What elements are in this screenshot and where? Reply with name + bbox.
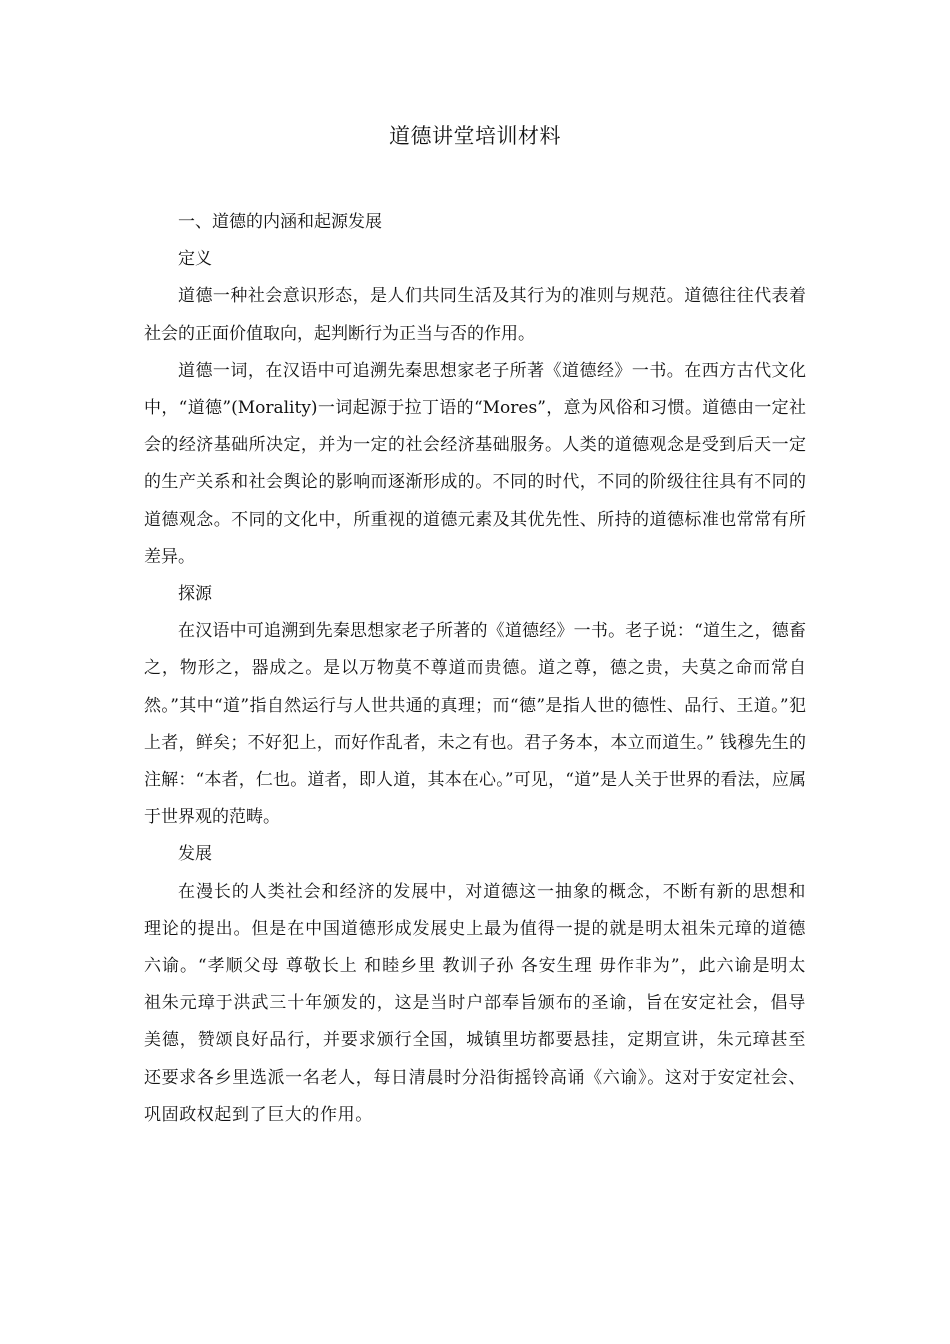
document-body — [144, 204, 806, 1134]
section-heading: 一、道德的内涵和起源发展 — [178, 212, 382, 232]
definition-paragraph-2: 道德一词，在汉语中可追溯先秦思想家老子所著《道德经》一书。在西方古代文化中，“道德”(Morality)一词起源于拉丁语的“Mores”，意为风俗和习惯。道德由一定社会的经济基础所决定，并为一定的社会经济基础服务。人类的道德观念是受到后天一定的生产关系和社会舆论的影响而逐渐形成的。不同的时代，不同的阶级往往具有不同的道德观念。不同的文化中，所重视的道德元素及其优先性、所持的道德标准也常常有所差异。 — [144, 360, 806, 567]
development-paragraph: 在漫长的人类社会和经济的发展中，对道德这一抽象的概念，不断有新的思想和理论的提出。但是在中国道德形成发展史上最为值得一提的就是明太祖朱元璋的道德六谕。“孝顺父母 尊敬长上 和睦乡里 教训子孙 各安生理 毋作非为”，此六谕是明太祖朱元璋于洪武三十年颁发的，这是当时户部奉旨颁布的圣谕，旨在安定社会，倡导美德，赞颂良好品行，并要求颁行全国，城镇里坊都要悬挂，定期宣讲，朱元璋甚至还要求各乡里选派一名老人，每日清晨时分沿街摇铃高诵《六谕》。这对于安定社会、巩固政权起到了巨大的作用。 — [144, 881, 806, 1125]
origin-paragraph: 在汉语中可追溯到先秦思想家老子所著的《道德经》一书。老子说：“道生之，德畜之，物形之，器成之。是以万物莫不尊道而贵德。道之尊，德之贵，夫莫之命而常自然。”其中“道”指自然运行与人世共通的真理；而“德”是指人世的德性、品行、王道。”犯上者，鲜矣；不好犯上，而好作乱者，未之有也。君子务本，本立而道生。” 钱穆先生的注解：“本者，仁也。道者，即人道，其本在心。”可见，“道”是人关于世界的看法，应属于世界观的范畴。 — [144, 621, 806, 828]
definition-paragraph-1: 道德一种社会意识形态，是人们共同生活及其行为的准则与规范。道德往往代表着社会的正面价值取向，起判断行为正当与否的作用。 — [144, 286, 806, 344]
definition-heading: 定义 — [178, 249, 212, 270]
origin-heading: 探源 — [178, 584, 212, 605]
development-heading: 发展 — [178, 844, 212, 865]
document-title: 道德讲堂培训材料 — [389, 124, 561, 148]
